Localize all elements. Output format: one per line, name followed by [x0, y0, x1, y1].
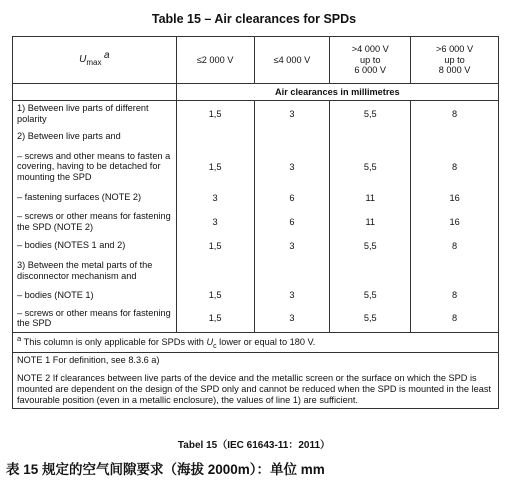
row-value-col-3 — [330, 256, 411, 286]
row-value-col-3: 11 — [330, 208, 411, 236]
table-row — [13, 208, 499, 236]
row-label: – fastening surfaces (NOTE 2) — [13, 188, 177, 208]
header-col-2: ≤4 000 V — [254, 37, 330, 84]
caption-chinese: 表 15 规定的空气间隙要求（海拔 2000m）：单位 mm — [6, 462, 325, 477]
row-value-col-4: 8 — [411, 236, 499, 256]
row-value-col-4: 8 — [411, 146, 499, 188]
row-value-col-4: 8 — [411, 101, 499, 127]
table-title: Table 15 – Air clearances for SPDs — [151, 12, 357, 26]
row-label: – screws or other means for fastening the SPD — [13, 305, 177, 333]
row-label: – bodies (NOTES 1 and 2) — [13, 236, 177, 256]
row-value-col-2: 6 — [254, 188, 330, 208]
row-value-col-1 — [176, 127, 254, 146]
header-col-4: >6 000 V up to 8 000 V — [411, 37, 499, 84]
header-col-1: ≤2 000 V — [176, 37, 254, 84]
row-value-col-1: 3 — [176, 208, 254, 236]
row-value-col-1: 1,5 — [176, 305, 254, 333]
row-value-col-3: 5,5 — [330, 146, 411, 188]
table-row — [13, 101, 499, 127]
table-body — [13, 101, 499, 333]
row-label: – bodies (NOTE 1) — [13, 286, 177, 305]
air-clearance-table — [12, 36, 499, 409]
caption-english: Tabel 15（IEC 61643-11：2011） — [177, 440, 331, 451]
row-value-col-4: 16 — [411, 188, 499, 208]
row-value-col-3: 5,5 — [330, 101, 411, 127]
row-value-col-1: 1,5 — [176, 101, 254, 127]
table-row — [13, 146, 499, 188]
row-value-col-3: 5,5 — [330, 305, 411, 333]
row-value-col-2: 3 — [254, 236, 330, 256]
row-value-col-2: 3 — [254, 101, 330, 127]
note-2: NOTE 2 If clearances between live parts of the device and the metallic screen or the surface on which the SPD is mounted are dependent on the design of the SPD only and cannot be reduced when the SPD is mounted in the least favourable position (even in a metallic enclosure), the values of line 1) are sufficient. — [17, 372, 491, 405]
table-row — [13, 127, 499, 146]
row-value-col-1: 1,5 — [176, 146, 254, 188]
table-row — [13, 188, 499, 208]
row-value-col-4 — [411, 127, 499, 146]
footnote-row — [13, 333, 499, 353]
row-value-col-3: 11 — [330, 188, 411, 208]
table-row — [13, 256, 499, 286]
row-label: – screws and other means to fasten a covering, having to be detached for mounting the SPD — [13, 146, 177, 188]
table-row — [13, 305, 499, 333]
row-value-col-1 — [176, 256, 254, 286]
unit-label: Air clearances in millimetres — [176, 84, 498, 101]
row-value-col-2: 6 — [254, 208, 330, 236]
notes-row — [13, 352, 499, 408]
header-row — [13, 37, 499, 84]
row-value-col-2: 3 — [254, 305, 330, 333]
row-value-col-2: 3 — [254, 286, 330, 305]
header-col-3: >4 000 V up to 6 000 V — [330, 37, 411, 84]
row-value-col-1: 1,5 — [176, 236, 254, 256]
row-label: 2) Between live parts and — [13, 127, 177, 146]
unit-row — [13, 84, 499, 101]
row-value-col-2: 3 — [254, 146, 330, 188]
row-value-col-4: 8 — [411, 286, 499, 305]
row-value-col-4 — [411, 256, 499, 286]
unit-row-blank — [13, 84, 177, 101]
row-value-col-3: 5,5 — [330, 236, 411, 256]
row-value-col-4: 8 — [411, 305, 499, 333]
row-label: – screws or other means for fastening the SPD (NOTE 2) — [13, 208, 177, 236]
row-value-col-3 — [330, 127, 411, 146]
table-row — [13, 286, 499, 305]
row-value-col-1: 3 — [176, 188, 254, 208]
row-value-col-3: 5,5 — [330, 286, 411, 305]
row-value-col-2 — [254, 127, 330, 146]
row-value-col-1: 1,5 — [176, 286, 254, 305]
row-label: 3) Between the metal parts of the disconnector mechanism and — [13, 256, 177, 286]
header-umax: $U_{max}$ $^a$ — [13, 37, 177, 84]
table-row — [13, 236, 499, 256]
row-value-col-2 — [254, 256, 330, 286]
note-1: NOTE 1 For definition, see 8.3.6 a) — [17, 354, 160, 365]
row-label: 1) Between live parts of different polarity — [13, 101, 177, 127]
row-value-col-4: 16 — [411, 208, 499, 236]
footnote: $^a$ This column is only applicable for SPDs with $U_c$ lower or equal to 180 V. — [13, 333, 499, 353]
notes — [13, 352, 499, 408]
